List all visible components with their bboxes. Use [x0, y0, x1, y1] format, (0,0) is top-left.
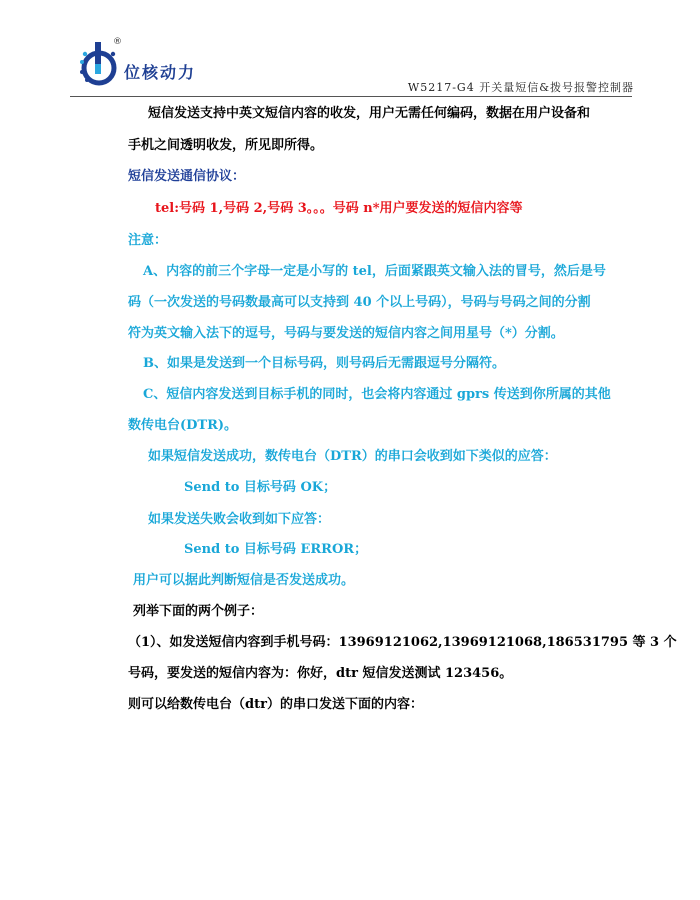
note-a-line-2: 码（一次发送的号码数最高可以支持到 40 个以上号码），号码与号码之间的分割: [128, 295, 591, 310]
fail-reply: Send to 目标号码 ERROR；: [184, 542, 368, 557]
note-a-line-1: A、内容的前三个字母一定是小写的 tel，后面紧跟英文输入法的冒号，然后是号: [143, 264, 606, 279]
intro-line-1: 短信发送支持中英文短信内容的收发，用户无需任何编码，数据在用户设备和: [148, 106, 591, 121]
company-name: 位核动力: [124, 63, 197, 82]
note-title: 注意：: [128, 233, 168, 248]
intro-line-2: 手机之间透明收发，所见即所得。: [128, 138, 324, 153]
examples-title: 列举下面的两个例子：: [133, 604, 264, 619]
protocol-title: 短信发送通信协议：: [128, 169, 246, 184]
note-b: B、如果是发送到一个目标号码，则号码后无需跟逗号分隔符。: [143, 356, 505, 371]
example1-line-2: 号码，要发送的短信内容为：你好，dtr 短信发送测试 123456。: [128, 666, 513, 681]
judge-text: 用户可以据此判断短信是否发送成功。: [133, 573, 355, 588]
header-divider: [70, 96, 632, 97]
note-c-line-2: 数传电台(DTR)。: [128, 418, 238, 433]
document-header-title: W5217-G4 开关量短信&拨号报警控制器: [407, 81, 634, 94]
fail-intro: 如果发送失败会收到如下应答：: [148, 512, 331, 527]
note-a-line-3: 符为英文输入法下的逗号，号码与要发送的短信内容之间用星号（*）分割。: [128, 326, 564, 341]
protocol-format: tel:号码 1,号码 2,号码 3。。。号码 n*用户要发送的短信内容等: [155, 201, 523, 216]
success-reply: Send to 目标号码 OK；: [184, 480, 337, 495]
success-intro: 如果短信发送成功，数传电台（DTR）的串口会收到如下类似的应答：: [148, 449, 557, 464]
example1-line-3: 则可以给数传电台（dtr）的串口发送下面的内容：: [128, 697, 423, 712]
registered-mark: ®: [113, 37, 122, 47]
example1-line-1: （1）、如发送短信内容到手机号码：13969121062,13969121068,186531795 等 3 个: [128, 635, 677, 650]
note-c-line-1: C、短信内容发送到目标手机的同时，也会将内容通过 gprs 传送到你所属的其他: [143, 387, 611, 402]
